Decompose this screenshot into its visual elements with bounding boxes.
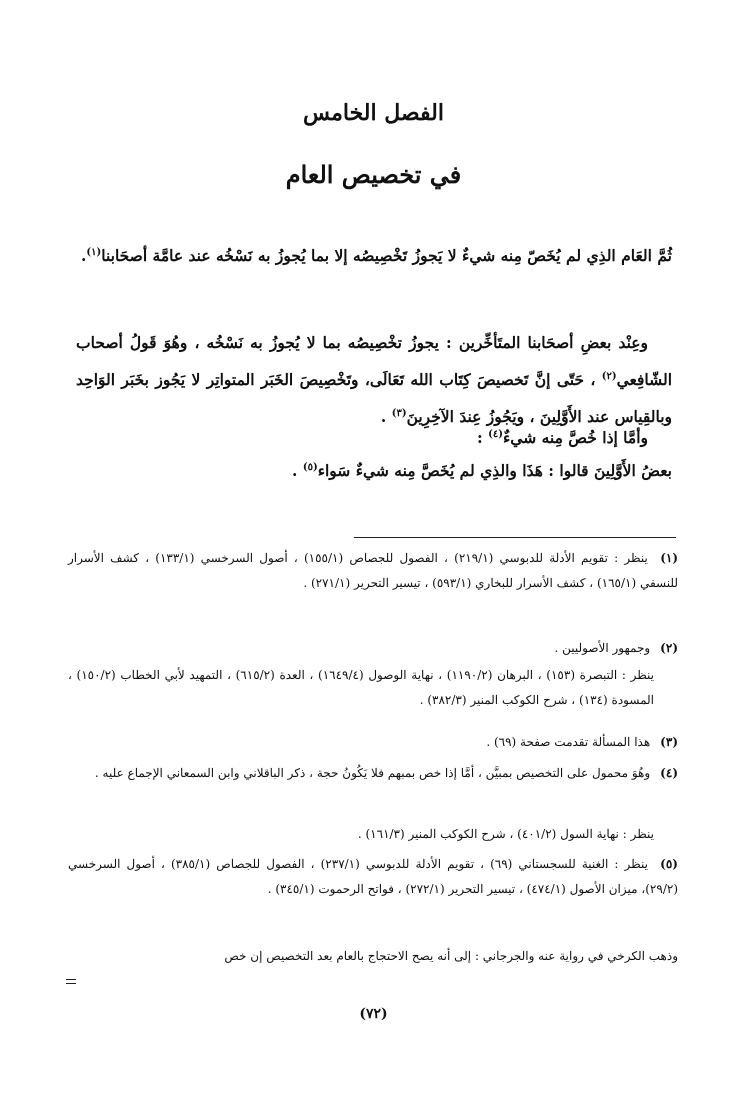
footnote-2-references: ينظر : التبصرة (١٥٣) ، البرهان (١١٩٠/٢) ، نهاية الوصول (١٦٤٩/٤) ، العدة (٦١٥/٢) ، التمهيد لأبي الخطاب (١٥٠/٢) ، المسودة (١٣٤) ، شرح الكوكب المنير (٣٨٢/٣) .: [68, 668, 654, 707]
footnote-1-number: (١): [660, 551, 679, 565]
chapter-title: الفصل الخامس: [303, 100, 444, 126]
paragraph-4: [76, 451, 672, 488]
footnote-ref-1: (١): [86, 247, 102, 258]
footnote-2-number: (٢): [660, 641, 678, 655]
footnote-ref-3: (٣): [391, 408, 407, 420]
footnote-ref-5: (٥): [302, 462, 318, 473]
footnote-3-text: هذا المسألة تقدمت صفحة (٦٩) .: [486, 735, 651, 749]
section-title: في تخصيص العام: [285, 160, 462, 189]
footnote-2-text: وجمهور الأصوليين .: [554, 641, 651, 655]
footnote-4-number: (٤): [660, 766, 678, 780]
footnote-ref-4: (٤): [488, 429, 504, 440]
paragraph-4-text: بعضُ الأَوَّلِينَ قالوا : هَذَا والذِي لم يُخَصَّ مِنه شيءٌ سَواء: [317, 461, 672, 481]
footnote-5-text: ينظر : الغنية للسجستاني (٦٩) ، تقويم الأدلة للدبوسي (٢٣٧/١) ، الفصول للجصاص (٣٨٥/١) ، أصول السرخسي (٢٩/٢)، ميزان الأصول (٤٧٤/١) ، تيسير التحرير (٢٧٢/١) ، فواتح الرحموت (٣٤٥/١) .: [68, 857, 678, 896]
continuation-mark: [66, 979, 76, 984]
footnote-4-text: وهُوَ محمول على التخصيص بمبيَّن ، أمَّا إذا خص بمبهم فلا يَكُونُ حجة ، ذكر الباقلاني وابن السمعاني الإجماع عليه .: [94, 766, 651, 780]
footnote-3-number: (٣): [660, 735, 678, 749]
paragraph-2-text-b: ، حَتّى إنَّ تَخصيصَ كِتَاب الله تَعَالَى، وتَخْصِيصَ الخَبَر المتواتِر لا يَجُوز بخَبَر الوَاحِد وبالقِياس عند الأَوَّلِينَ ، ويَجُوزُ عِندَ الآخِرِينَ: [76, 370, 672, 427]
footnote-1: [68, 546, 678, 596]
paragraph-1-text: ثُمَّ العَام الذِي لم يُخَصّ مِنه شيءٌ لا يَجوزُ تَخْصِيصُه إلا بما يُجوزُ به نَسْخُه عند عامَّة أصحَابنا: [101, 246, 672, 266]
footnote-1-text: ينظر : تقويم الأدلة للدبوسي (٢١٩/١) ، الفصول للجصاص (١٥٥/١) ، أصول السرخسي (١٣٣/١) ، كشف الأسرار للنسفي (١٦٥/١) ، كشف الأسرار للبخاري (٥٩٣/١) ، تيسير التحرير (٢٧١/١) .: [68, 551, 678, 590]
paragraph-4-end: .: [292, 461, 298, 481]
footnote-5: [68, 852, 678, 902]
paragraph-3-end: :: [477, 428, 483, 448]
footnote-4-references: ينظر : نهاية السول (٤٠١/٢) ، شرح الكوكب المنير (١٦١/٣) .: [357, 827, 654, 841]
footnote-4: [68, 761, 678, 786]
paragraph-2-end: .: [380, 407, 387, 427]
footnote-ref-2: (٢): [601, 371, 617, 382]
paragraph-3-text: وأمَّا إذا خُصَّ مِنه شيءٌ: [503, 428, 648, 448]
paragraph-1: [76, 236, 672, 273]
paragraph-2-text-a: وعِنْد بعضِ أصحَابنا المتَأخِّرين : يجوزُ تخْصِيصُه بما لا يُجوزُ به نَسْخُه ، وهُوَ قَولُ أصحاب الشّافِعي: [76, 333, 672, 390]
footnote-divider: [354, 537, 676, 538]
footnote-continuation: وذهب الكرخي في رواية عنه والجرجاني : إلى أنه يصح الاحتجاج بالعام بعد التخصيص إن خص: [224, 949, 678, 963]
page-number: (٧٢): [359, 1006, 388, 1022]
footnote-5-number: (٥): [660, 857, 678, 871]
paragraph-1-end: .: [80, 246, 87, 266]
paragraph-3: [76, 418, 672, 455]
footnote-3: [68, 730, 678, 755]
footnote-2: [68, 636, 678, 661]
